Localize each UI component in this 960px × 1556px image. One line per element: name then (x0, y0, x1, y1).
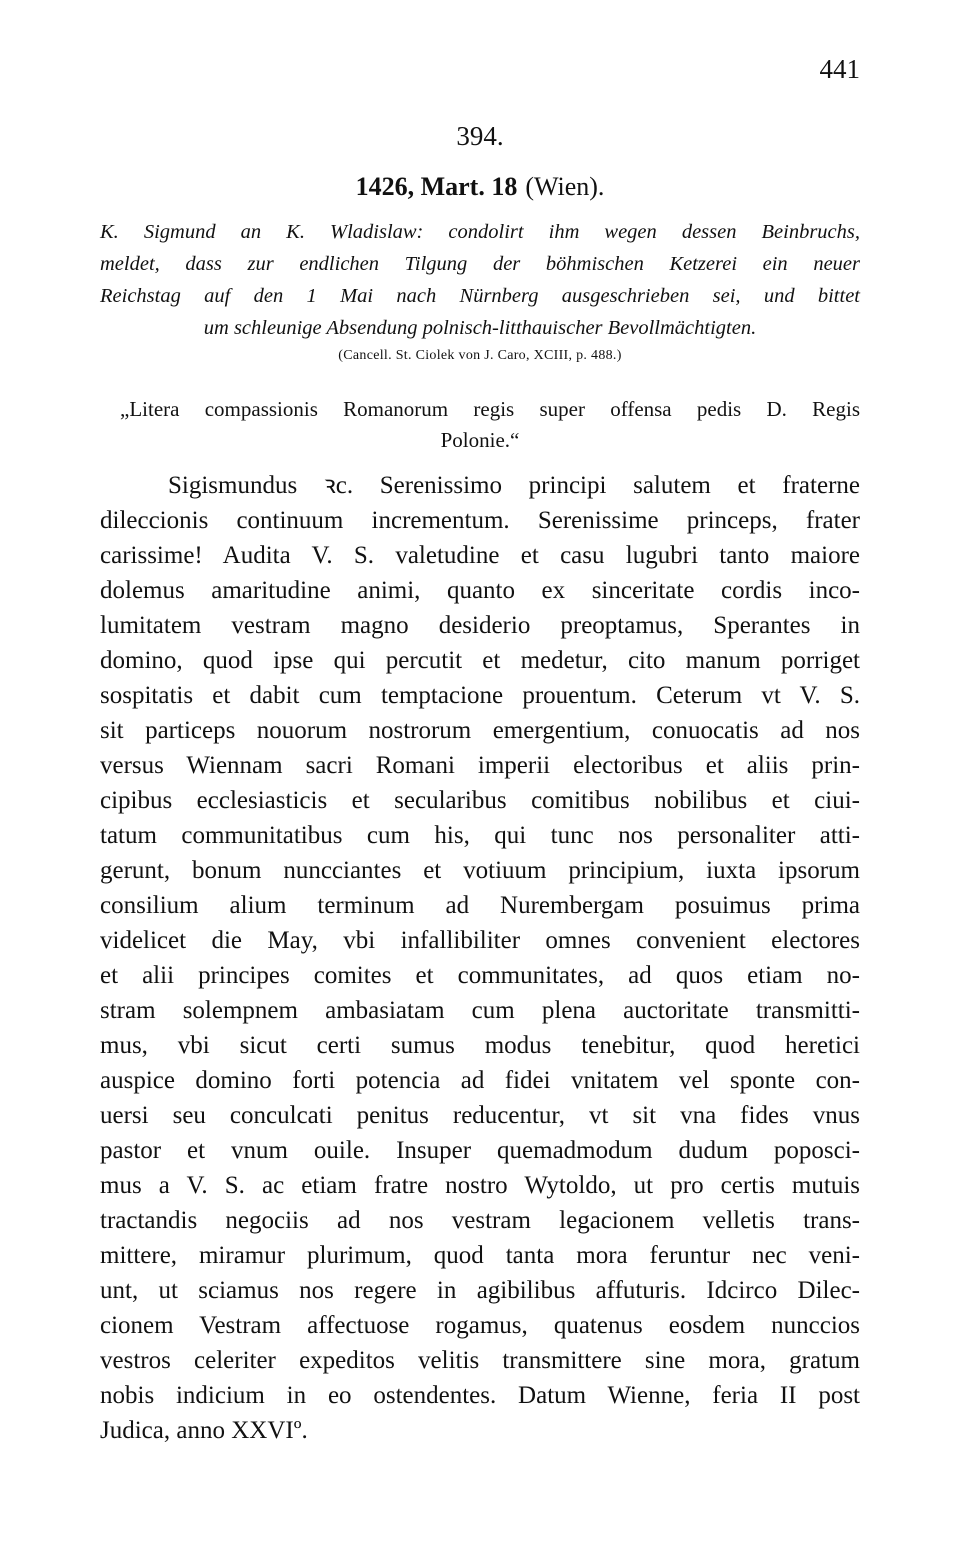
body-line: versus Wiennam sacri Romani imperii electoribus et aliis prin- (100, 752, 860, 779)
body-line: stram solempnem ambasiatam cum plena auctoritate transmitti- (100, 997, 860, 1024)
body-line: tractandis negociis ad nos vestram legacionem velletis trans- (100, 1207, 860, 1234)
body-line: et alii principes comites et communitates, ad quos etiam no- (100, 962, 860, 989)
body-line: dolemus amaritudine animi, quanto ex sinceritate cordis inco- (100, 577, 860, 604)
body-line: carissime! Audita V. S. valetudine et casu lugubri tanto maiore (100, 542, 860, 569)
body-line: tatum communitatibus cum his, qui tunc nos personaliter atti- (100, 822, 860, 849)
regest-line: um schleunige Absendung polnisch-litthauischer Bevollmächtigten. (203, 317, 757, 339)
body-line: vestros celeriter expeditos velitis transmittere sine mora, gratum (100, 1347, 860, 1374)
body-line: nobis indicium in eo ostendentes. Datum Wienne, feria II post (100, 1382, 860, 1409)
rubric-line: „Litera compassionis Romanorum regis super offensa pedis D. Regis (120, 397, 860, 421)
regest-line: meldet, dass zur endlichen Tilgung der böhmischen Ketzerei ein neuer (100, 253, 860, 275)
regest-line: K. Sigmund an K. Wladislaw: condolirt ihm wegen dessen Beinbruchs, (100, 221, 860, 243)
body-line: sospitatis et dabit cum temptacione prouentum. Ceterum vt V. S. (100, 682, 860, 709)
body-line: mus, vbi sicut certi sumus modus tenebitur, quod heretici (100, 1032, 860, 1059)
body-line: cipibus ecclesiasticis et secularibus comitibus nobilibus et ciui- (100, 787, 860, 814)
body-line: mittere, miramur plurimum, quod tanta mora feruntur nec veni- (100, 1242, 860, 1269)
body-line: auspice domino forti potencia ad fidei vnitatem vel sponte con- (100, 1067, 860, 1094)
body-line: Sigismundus ꝛc. Serenissimo principi salutem et fraterne (168, 472, 860, 499)
body-line: unt, ut sciamus nos regere in agibilibus affuturis. Idcirco Dilec- (100, 1277, 860, 1304)
body-line: gerunt, bonum nuncciantes et votiuum principium, iuxta ipsorum (100, 857, 860, 884)
rubric (100, 394, 860, 456)
body-line: uersi seu conculcati penitus reducentur, vt sit vna fides vnus (100, 1102, 860, 1129)
regest-line: Reichstag auf den 1 Mai nach Nürnberg ausgeschrieben sei, und bittet (100, 285, 860, 307)
body-line: sit particeps nouorum nostrorum emergentium, conuocatis ad nos (100, 717, 860, 744)
dateline (0, 172, 960, 202)
body-line: Judica, anno XXVIº. (100, 1417, 308, 1444)
page-number: 441 (819, 54, 860, 84)
document-place: (Wien). (525, 172, 605, 201)
regest-summary (100, 216, 860, 344)
body-line: consilium alium terminum ad Nurembergam posuimus prima (100, 892, 860, 919)
source-citation: (Cancell. St. Ciolek von J. Caro, XCIII, p. 488.) (338, 348, 622, 363)
body-line: cionem Vestram affectuose rogamus, quatenus eosdem nunccios (100, 1312, 860, 1339)
body-line: mus a V. S. ac etiam fratre nostro Wytoldo, ut pro certis mutuis (100, 1172, 860, 1199)
rubric-line: Polonie.“ (440, 428, 520, 452)
body-line: videlicet die May, vbi infallibiliter omnes convenient electores (100, 927, 860, 954)
body-line: dileccionis continuum incrementum. Serenissime princeps, frater (100, 507, 860, 534)
document-number: 394. (456, 121, 504, 151)
letter-body (100, 468, 860, 1448)
body-line: lumitatem vestram magno desiderio preoptamus, Sperantes in (100, 612, 860, 639)
body-line: domino, quod ipse qui percutit et medetur, cito manum porriget (100, 647, 860, 674)
body-line: pastor et vnum ouile. Insuper quemadmodum dudum poposci- (100, 1137, 860, 1164)
document-date: 1426, Mart. 18 (355, 172, 518, 201)
